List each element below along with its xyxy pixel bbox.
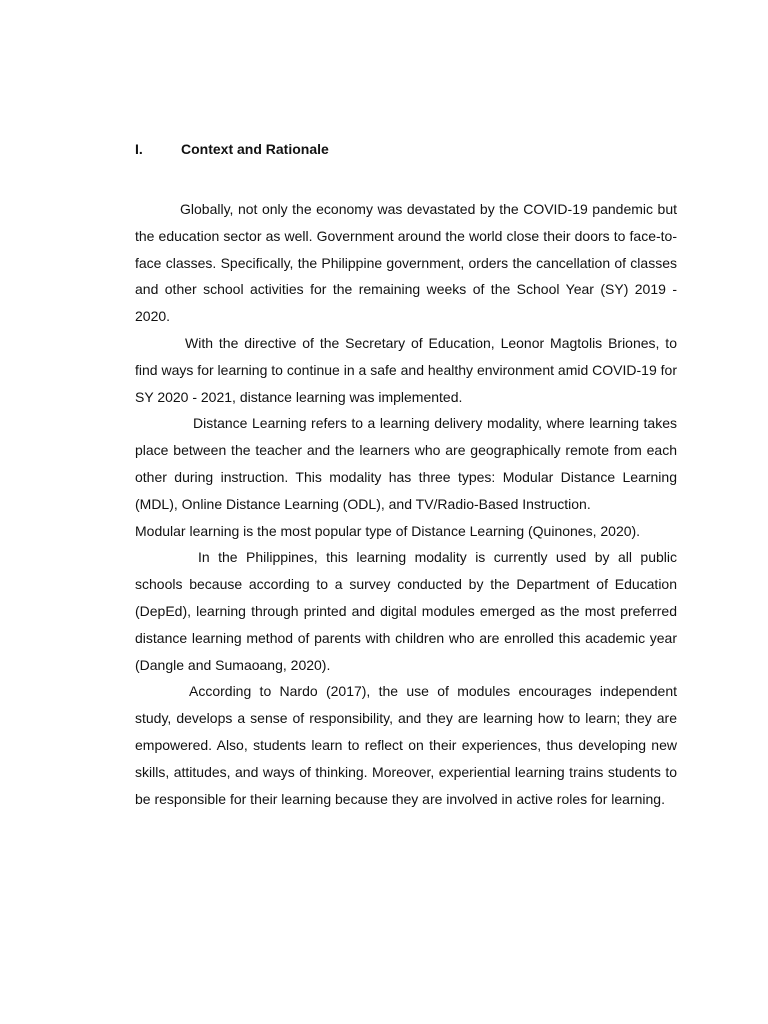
paragraph: Distance Learning refers to a learning delivery modality, where learning takes place between the teacher and the learners who are geographically remote from each other during instruction. This modality has three types: Modular Distance Learning (MDL), Online Distance Learning (ODL), and TV/Radio-Based Instruction. <box>135 415 677 512</box>
document-page <box>135 138 677 812</box>
section-title: Context and Rationale <box>181 141 329 157</box>
paragraph: Modular learning is the most popular type of Distance Learning (Quinones, 2020). <box>135 522 641 539</box>
paragraph: In the Philippines, this learning modality is currently used by all public schools because according to a survey conducted by the Department of Education (DepEd), learning through printed and digital modules emerged as the most preferred distance learning method of parents with children who are enrolled this academic year (Dangle and Sumaoang, 2020). <box>135 549 677 673</box>
paragraph: According to Nardo (2017), the use of modules encourages independent study, develops a sense of responsibility, and they are learning how to learn; they are empowered. Also, students learn to reflect on their experiences, thus developing new skills, attitudes, and ways of thinking. Moreover, experiential learning trains students to be responsible for their learning because they are involved in active roles for learning. <box>135 683 677 807</box>
section-heading <box>135 138 677 160</box>
paragraph: Globally, not only the economy was devastated by the COVID-19 pandemic but the education sector as well. Government around the world close their doors to face-to-face classes. Specifically, the Philippine government, orders the cancellation of classes and other school activities for the remaining weeks of the School Year (SY) 2019 - 2020. <box>135 201 677 325</box>
section-number: I. <box>135 141 143 157</box>
paragraph: With the directive of the Secretary of Education, Leonor Magtolis Briones, to find ways for learning to continue in a safe and healthy environment amid COVID-19 for SY 2020 - 2021, distance learning was implemented. <box>135 334 677 405</box>
